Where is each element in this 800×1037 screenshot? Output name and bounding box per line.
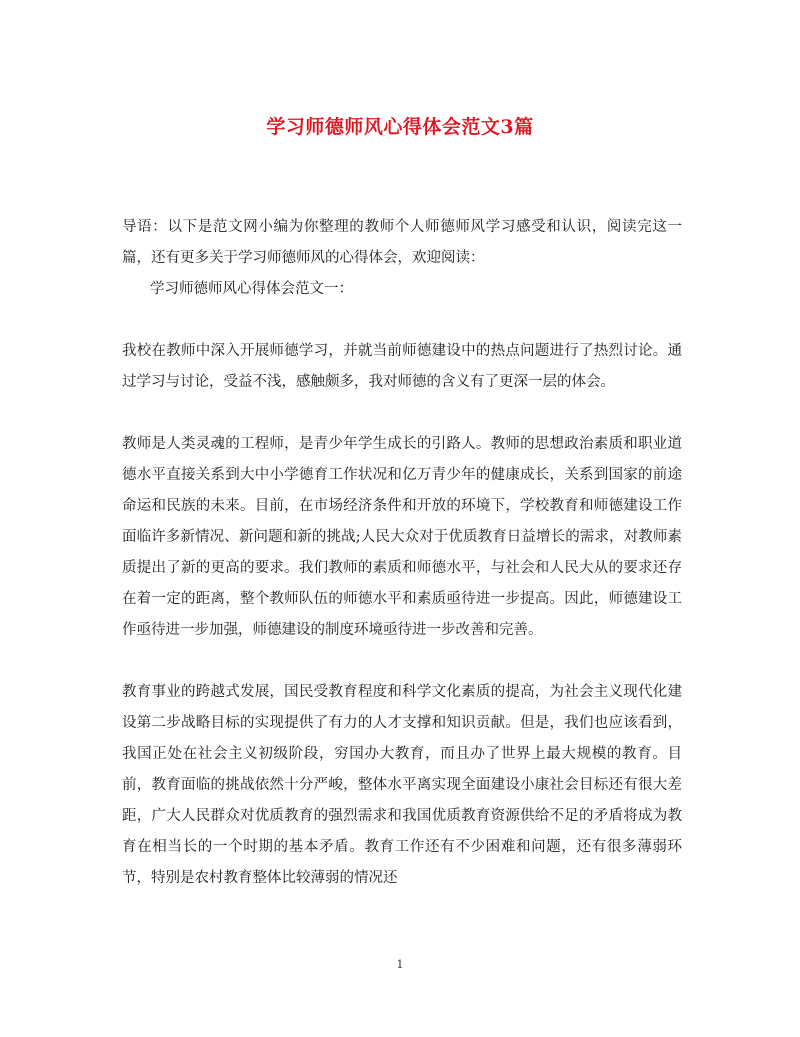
page-number: 1 — [396, 958, 404, 971]
body-paragraph-2: 教师是人类灵魂的工程师，是青少年学生成长的引路人。教师的思想政治素质和职业道德水平直接关系到大中小学德育工作状况和亿万青少年的健康成长，关系到国家的前途命运和民族的未来。目前，在市场经济条件和开放的环境下，学校教育和师德建设工作面临许多新情况、新问题和新的挑战;人民大众对于优质教育日益增长的需求，对教师素质提出了新的更高的要求。我们教师的素质和师德水平，与社会和人民大从的要求还存在着一定的距离，整个教师队伍的师德水平和素质亟待进一步提高。因此，师德建设工作亟待进一步加强，师德建设的制度环境亟待进一步改善和完善。 — [122, 436, 682, 638]
document-title: 学习师德师风心得体会范文3篇 — [266, 116, 534, 138]
document-body — [122, 212, 682, 925]
body-paragraph-3: 教育事业的跨越式发展，国民受教育程度和科学文化素质的提高，为社会主义现代化建设第二步战略目标的实现提供了有力的人才支撑和知识贡献。但是，我们也应该看到，我国正处在社会主义初级阶段，穷国办大教育，而且办了世界上最大规模的教育。目前，教育面临的挑战依然十分严峻，整体水平离实现全面建设小康社会目标还有很大差距，广大人民群众对优质教育的强烈需求和我国优质教育资源供给不足的矛盾将成为教育在相当长的一个时期的基本矛盾。教育工作还有不少困难和问题，还有很多薄弱环节，特别是农村教育整体比较薄弱的情况还 — [122, 684, 682, 886]
section-subheading: 学习师德师风心得体会范文一： — [150, 281, 353, 297]
body-paragraph-1: 我校在教师中深入开展师德学习，并就当前师德建设中的热点问题进行了热烈讨论。通过学习与讨论，受益不浅，感触颇多，我对师德的含义有了更深一层的体会。 — [122, 343, 682, 390]
intro-paragraph: 导语：以下是范文网小编为你整理的教师个人师德师风学习感受和认识，阅读完这一篇，还有更多关于学习师德师风的心得体会，欢迎阅读： — [122, 219, 682, 266]
